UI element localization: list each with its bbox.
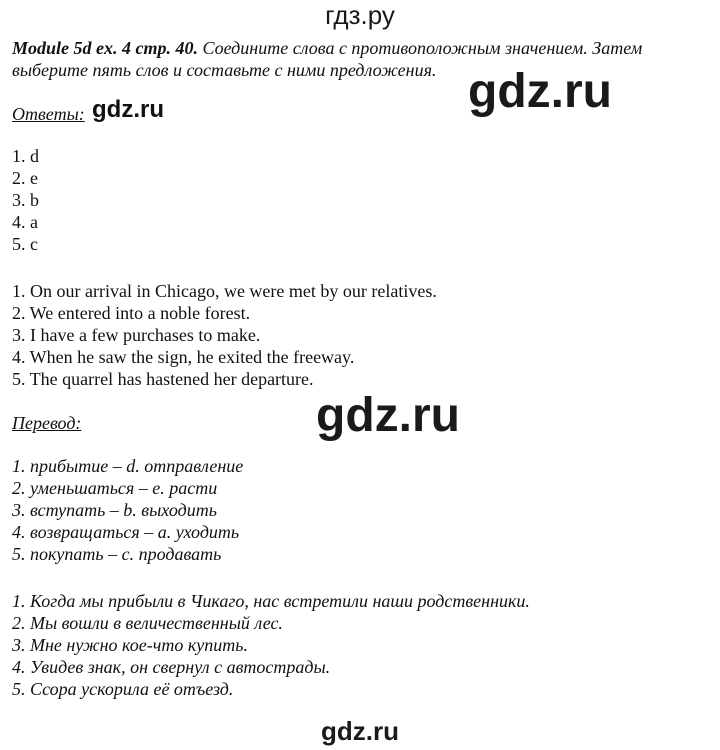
english-sentence: 5. The quarrel has hastened her departure. [12,369,314,389]
word-pair: 4. возвращаться – a. уходить [12,522,240,542]
english-sentence: 4. When he saw the sign, he exited the freeway. [12,347,355,367]
translated-sentence: 2. Мы вошли в величественный лес. [12,613,283,633]
answers-list [12,145,39,255]
exercise-reference: Module 5d ex. 4 стр. 40. [12,38,198,58]
answer-item: 3. b [12,190,39,210]
translated-sentence: 4. Увидев знак, он свернул с автострады. [12,657,331,677]
word-pair: 2. уменьшаться – e. расти [12,478,218,498]
word-pair: 1. прибытие – d. отправление [12,456,244,476]
site-watermark-inline: gdz.ru [92,96,164,123]
translated-sentences-list [12,590,530,700]
answer-item: 1. d [12,146,39,166]
answer-item: 2. e [12,168,38,188]
translation-label: Перевод: [12,413,82,433]
answers-label: Ответы: [12,104,85,124]
site-watermark-bottom: gdz.ru [321,716,399,746]
answer-item: 4. a [12,212,38,232]
word-pairs-list [12,455,243,565]
answer-item: 5. c [12,234,38,254]
word-pair: 3. вступать – b. выходить [12,500,217,520]
english-sentence: 2. We entered into a noble forest. [12,303,251,323]
exercise-instruction: Соедините слова с противоположным значением. Затем выберите пять слов и составьте с ними предложения. [12,38,643,80]
translated-sentence: 5. Ссора ускорила её отъезд. [12,679,234,699]
site-watermark-large: gdz.ru [316,389,460,442]
site-watermark-large: gdz.ru [468,65,612,118]
english-sentence: 3. I have a few purchases to make. [12,325,261,345]
english-sentence: 1. On our arrival in Chicago, we were met by our relatives. [12,281,437,301]
english-sentences-list [12,280,437,390]
site-watermark-top: гдз.ру [325,0,395,30]
word-pair: 5. покупать – c. продавать [12,544,222,564]
translated-sentence: 3. Мне нужно кое-что купить. [12,635,248,655]
translated-sentence: 1. Когда мы прибыли в Чикаго, нас встретили наши родственники. [12,591,530,611]
